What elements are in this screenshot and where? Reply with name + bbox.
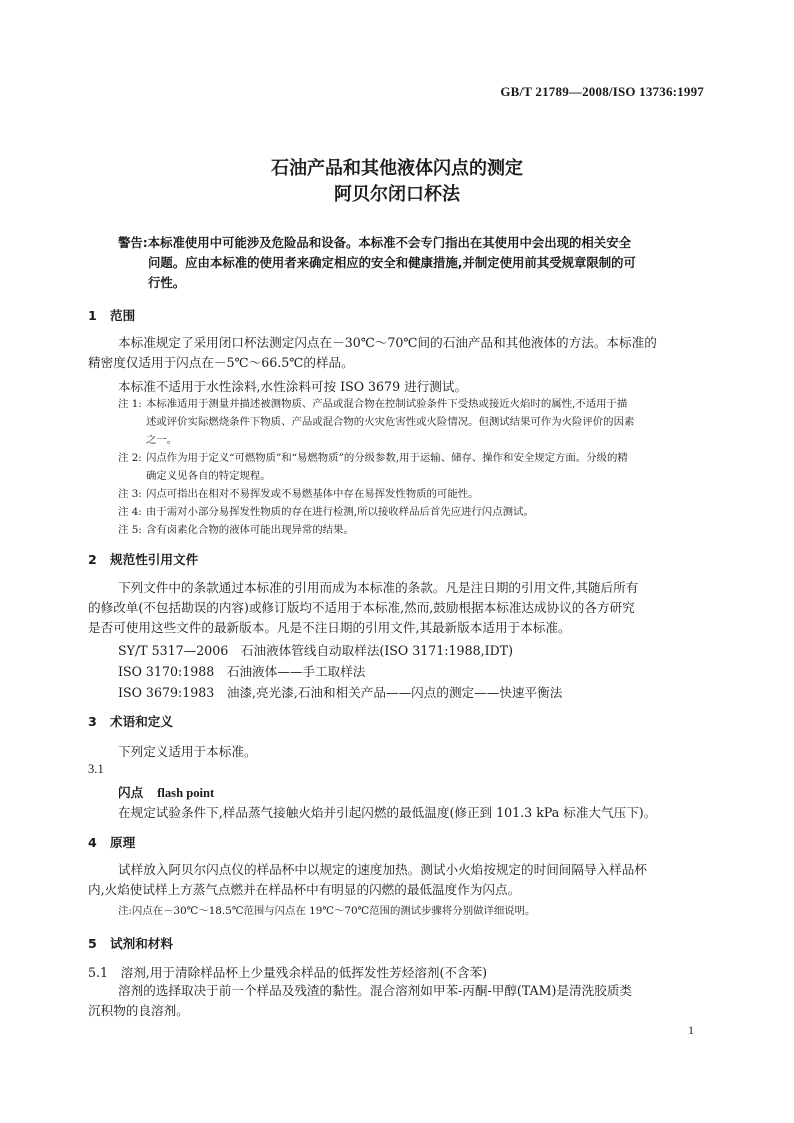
note-tag: 注 1: [118,398,142,410]
warning-text-line: 行性。 [148,275,186,290]
note-text-line: 由于需对小部分易挥发性物质的存在进行检测,所以接收样品后首先应进行闪点测试。 [146,506,534,518]
note-text-line: 本标准适用于测量并描述被测物质、产品或混合物在控制试验条件下受热或接近火焰时的属性,不适用于描 [146,398,628,410]
note-text-line: 闪点作为用于定义“可燃物质”和“易燃物质”的分级参数,用于运输、储存、操作和安全规定方面。分级的精 [146,452,628,464]
paragraph [88,981,706,1021]
paragraph-line: 是否可使用这些文件的最新版本。凡是不注日期的引用文件,其最新版本适用于本标准。 [88,620,571,635]
note-text-line: 含有卤素化合物的液体可能出现异常的结果。 [146,524,354,536]
note-tag: 注 2: [118,452,142,464]
section-heading [88,549,198,568]
note-text-line: 确定义见各自的特定规程。 [146,470,271,482]
section-heading [88,305,135,324]
reference-item: ISO 3170:1988 石油液体——手工取样法 [118,664,366,679]
note-text-line: 闪点可指出在相对不易挥发或不易燃基体中存在易挥发性物质的可能性。 [146,488,479,500]
subsection-heading: 5.1 溶剂,用于清除样品杯上少量残余样品的低挥发性芳烃溶剂(不含苯) [88,965,488,980]
paragraph [88,578,706,638]
note [118,395,706,449]
paragraph-line: 内,火焰使试样上方蒸气点燃并在样品杯中有明显的闪燃的最低温度作为闪点。 [88,882,521,897]
warning-text-line: 本标准使用中可能涉及危险品和设备。本标准不会专门指出在其使用中会出现的相关安全 [147,235,631,250]
paragraph-line: 沉积物的良溶剂。 [88,1003,189,1018]
note-tag: 注 4: [118,506,142,518]
document-title: 石油产品和其他液体闪点的测定 [271,158,523,179]
paragraph-line: 的修改单(不包括勘误的内容)或修订版均不适用于本标准,然而,鼓励根据本标准达成协议的各方研究 [88,600,635,615]
subsection-number: 3.1 [88,762,104,776]
warning-label: 警告: [118,235,148,250]
section-title: 范围 [110,308,136,323]
section-number: 4 [88,835,97,850]
paragraph-line: 试样放入阿贝尔闪点仪的样品杯中以规定的速度加热。测试小火焰按规定的时间间隔导入样品杯 [118,862,647,877]
term-chinese: 闪点 [118,785,144,800]
note-text-line: 述或评价实际燃烧条件下物质、产品或混合物的火灾危害性或火险情况。但测试结果可作为火险评价的因素 [146,416,635,428]
term-heading [118,782,214,801]
section-number: 5 [88,936,97,951]
note [118,521,706,539]
term-definition: 在规定试验条件下,样品蒸气接触火焰并引起闪燃的最低温度(修正到 101.3 kPa 标准大气压下)。 [118,805,657,820]
section-heading [88,933,173,952]
section-title: 试剂和材料 [110,936,173,951]
section-heading [88,832,135,851]
paragraph-line: 溶剂的选择取决于前一个样品及残渣的黏性。混合溶剂如甲苯-丙酮-甲醇(TAM)是清洗胶质类 [118,983,633,998]
note-tag: 注 3: [118,488,142,500]
note: 注:闪点在－30℃～18.5℃范围与闪点在 19℃～70℃范围的测试步骤将分别做详细说明。 [118,905,536,917]
note [118,449,706,485]
warning-block [118,233,708,293]
paragraph [88,860,706,900]
page-number: 1 [688,1023,694,1037]
reference-item: ISO 3679:1983 油漆,亮光漆,石油和相关产品——闪点的测定——快速平衡法 [118,685,563,700]
paragraph: 下列定义适用于本标准。 [118,744,257,759]
paragraph-line: 本标准规定了采用闭口杯法测定闪点在－30℃～70℃间的石油产品和其他液体的方法。本标准的 [118,335,657,350]
section-number: 1 [88,308,97,323]
note [118,485,706,503]
section-number: 2 [88,552,97,567]
document-subtitle: 阿贝尔闭口杯法 [334,184,460,205]
section-title: 原理 [110,835,136,850]
section-number: 3 [88,714,97,729]
document-code: GB/T 21789—2008/ISO 13736:1997 [500,84,704,99]
note [118,503,706,521]
paragraph [88,333,706,373]
note-text-line: 之一。 [146,434,178,446]
section-heading [88,711,173,730]
note-tag: 注 5: [118,524,142,536]
paragraph-line: 精密度仅适用于闪点在－5℃～66.5℃的样品。 [88,355,354,370]
warning-text-line: 问题。应由本标准的使用者来确定相应的安全和健康措施,并制定使用前其受规章限制的可 [148,255,636,270]
section-title: 术语和定义 [110,714,173,729]
term-english: flash point [157,786,215,800]
section-title: 规范性引用文件 [110,552,199,567]
paragraph: 本标准不适用于水性涂料,水性涂料可按 ISO 3679 进行测试。 [118,379,468,394]
reference-item: SY/T 5317—2006 石油液体管线自动取样法(ISO 3171:1988,IDT) [118,643,513,658]
paragraph-line: 下列文件中的条款通过本标准的引用而成为本标准的条款。凡是注日期的引用文件,其随后所有 [118,580,639,595]
